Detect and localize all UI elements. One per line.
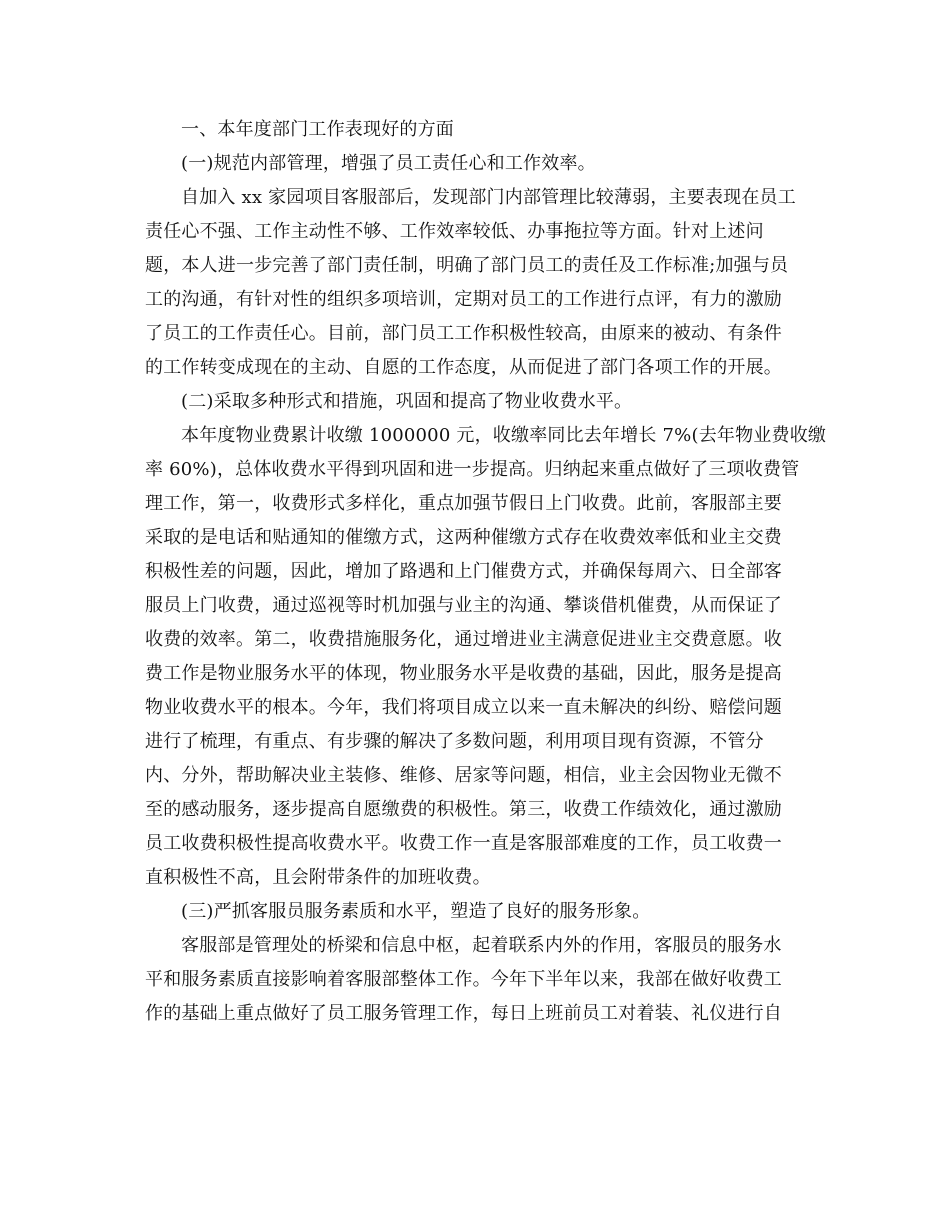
text-line: (二)采取多种形式和措施，巩固和提高了物业收费水平。 bbox=[181, 391, 633, 412]
text-line: 物业收费水平的根本。今年，我们将项目成立以来一直未解决的纠纷、赔偿问题 bbox=[145, 697, 782, 718]
text-line: 一、本年度部门工作表现好的方面 bbox=[181, 119, 454, 140]
text-line: 客服部是管理处的桥梁和信息中枢，起着联系内外的作用，客服员的服务水 bbox=[181, 935, 782, 956]
text-line: 题，本人进一步完善了部门责任制，明确了部门员工的责任及工作标准;加强与员 bbox=[145, 255, 789, 276]
text-line: 服员上门收费，通过巡视等时机加强与业主的沟通、攀谈借机催费，从而保证了 bbox=[145, 595, 782, 616]
text-line: 采取的是电话和贴通知的催缴方式，这两种催缴方式存在收费效率低和业主交费 bbox=[145, 527, 782, 548]
text-line: 工的沟通，有针对性的组织多项培训，定期对员工的工作进行点评，有力的激励 bbox=[145, 289, 782, 310]
text-line: (一)规范内部管理，增强了员工责任心和工作效率。 bbox=[181, 153, 596, 174]
text-line: 直积极性不高，且会附带条件的加班收费。 bbox=[145, 867, 491, 888]
text-line: 自加入 xx 家园项目客服部后，发现部门内部管理比较薄弱，主要表现在员工 bbox=[181, 187, 796, 208]
text-line: 平和服务素质直接影响着客服部整体工作。今年下半年以来，我部在做好收费工 bbox=[145, 969, 782, 990]
text-line: 员工收费积极性提高收费水平。收费工作一直是客服部难度的工作，员工收费一 bbox=[145, 833, 782, 854]
text-line: 积极性差的问题，因此，增加了路遇和上门催费方式，并确保每周六、日全部客 bbox=[145, 561, 782, 582]
text-line: 的工作转变成现在的主动、自愿的工作态度，从而促进了部门各项工作的开展。 bbox=[145, 357, 782, 378]
text-line: 费工作是物业服务水平的体现，物业服务水平是收费的基础，因此，服务是提高 bbox=[145, 663, 782, 684]
text-line: 责任心不强、工作主动性不够、工作效率较低、办事拖拉等方面。针对上述问 bbox=[145, 221, 764, 242]
text-line: 内、分外，帮助解决业主装修、维修、居家等问题，相信，业主会因物业无微不 bbox=[145, 765, 782, 786]
document-body bbox=[145, 113, 827, 1031]
text-line: 本年度物业费累计收缴 1000000 元，收缴率同比去年增长 7%(去年物业费收缴 bbox=[181, 425, 827, 446]
text-line: 进行了梳理，有重点、有步骤的解决了多数问题，利用项目现有资源，不管分 bbox=[145, 731, 764, 752]
text-line: 理工作，第一，收费形式多样化，重点加强节假日上门收费。此前，客服部主要 bbox=[145, 493, 782, 514]
text-line: (三)严抓客服员服务素质和水平，塑造了良好的服务形象。 bbox=[181, 901, 651, 922]
text-line: 了员工的工作责任心。目前，部门员工工作积极性较高，由原来的被动、有条件 bbox=[145, 323, 782, 344]
text-line: 至的感动服务，逐步提高自愿缴费的积极性。第三，收费工作绩效化，通过激励 bbox=[145, 799, 782, 820]
text-line: 收费的效率。第二，收费措施服务化，通过增进业主满意促进业主交费意愿。收 bbox=[145, 629, 782, 650]
text-line: 作的基础上重点做好了员工服务管理工作，每日上班前员工对着装、礼仪进行自 bbox=[145, 1003, 782, 1024]
text-line: 率 60%)，总体收费水平得到巩固和进一步提高。归纳起来重点做好了三项收费管 bbox=[145, 459, 800, 480]
